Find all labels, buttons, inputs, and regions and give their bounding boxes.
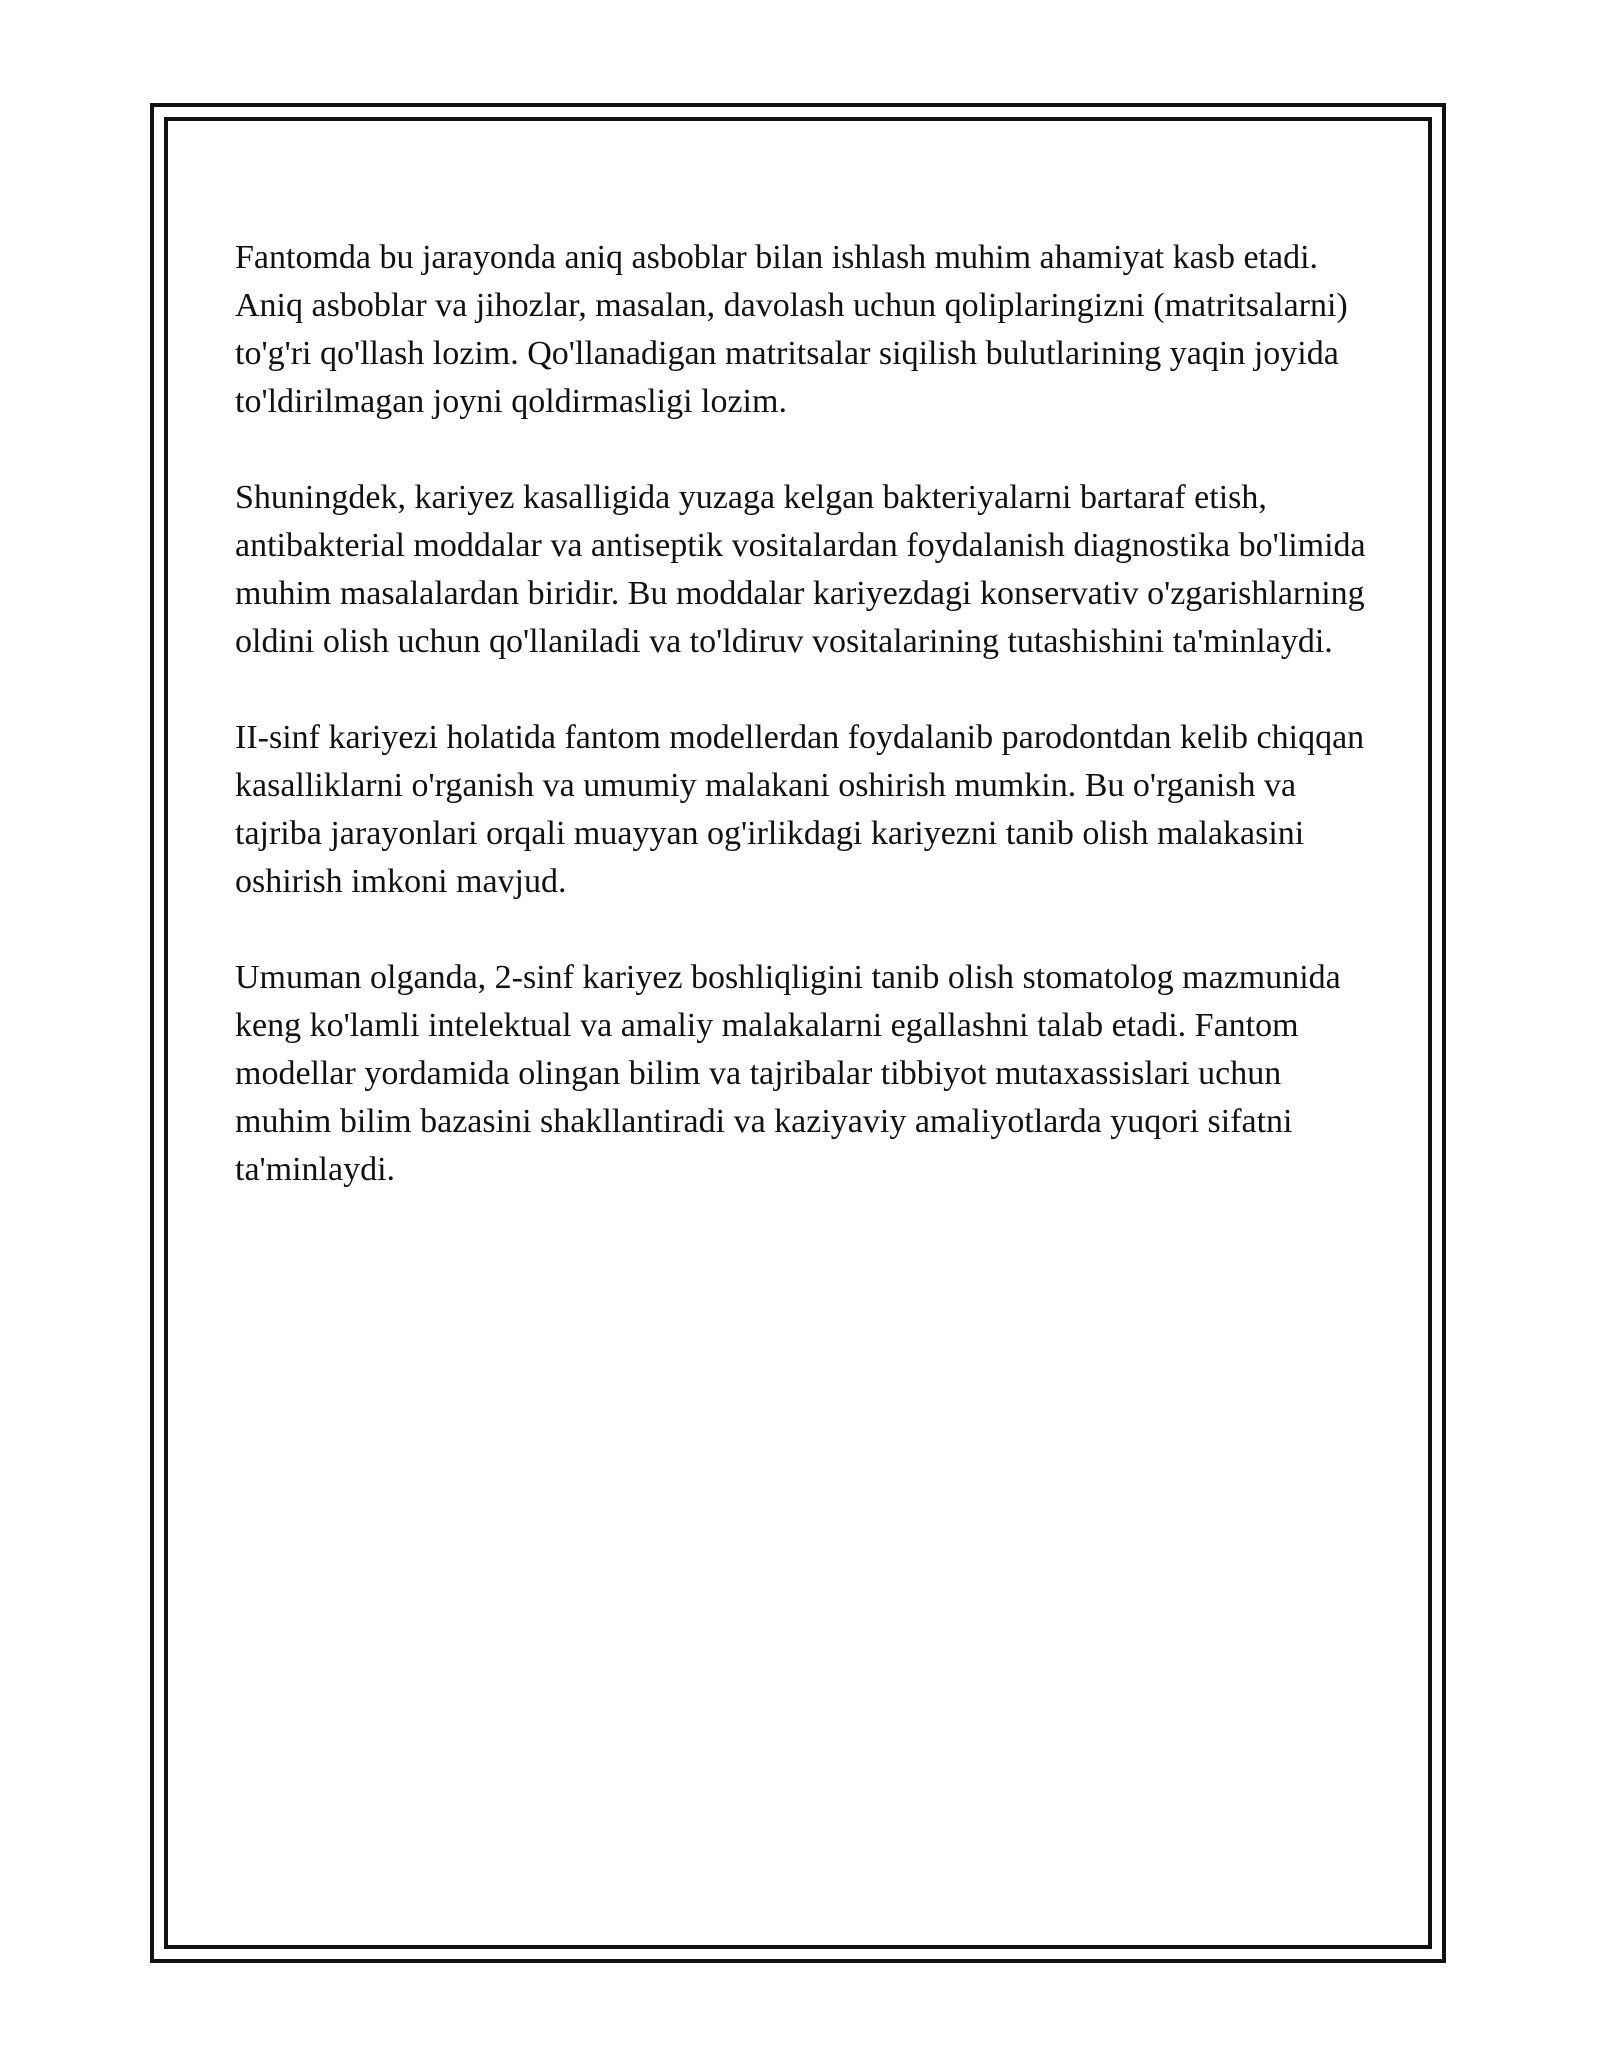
paragraph-2: Shuningdek, kariyez kasalligida yuzaga kelgan bakteriyalarni bartaraf etish, antibakterial moddalar va antiseptik vositalardan foydalanish diagnostika bo'limida muhim masalalardan biridir. Bu moddalar kariyezdagi konservativ o'zgarishlarning oldini olish uchun qo'llaniladi va to'ldiruv vositalarining tutashishini ta'minlaydi. xyxy=(235,479,1366,660)
paragraph-4: Umuman olganda, 2-sinf kariyez boshliqligini tanib olish stomatolog mazmunida keng ko'lamli intelektual va amaliy malakalarni egallashni talab etadi. Fantom modellar yordamida olingan bilim va tajribalar tibbiyot mutaxassislari uchun muhim bilim bazasini shakllantiradi va kaziyaviy amaliyotlarda yuqori sifatni ta'minlaydi. xyxy=(235,959,1341,1188)
paragraph-3: II-sinf kariyezi holatida fantom modellerdan foydalanib parodontdan kelib chiqqan kasalliklarni o'rganish va umumiy malakani oshirish mumkin. Bu o'rganish va tajriba jarayonlari orqali muayyan og'irlikdagi kariyezni tanib olish malakasini oshirish imkoni mavjud. xyxy=(235,719,1365,900)
paragraph-1: Fantomda bu jarayonda aniq asboblar bilan ishlash muhim ahamiyat kasb etadi. Aniq asboblar va jihozlar, masalan, davolash uchun qoliplaringizni (matritsalarni) to'g'ri qo'llash lozim. Qo'llanadigan matritsalar siqilish bulutlarining yaqin joyida to'ldirilmagan joyni qoldirmasligi lozim. xyxy=(235,239,1348,420)
document-body xyxy=(235,234,1375,1242)
